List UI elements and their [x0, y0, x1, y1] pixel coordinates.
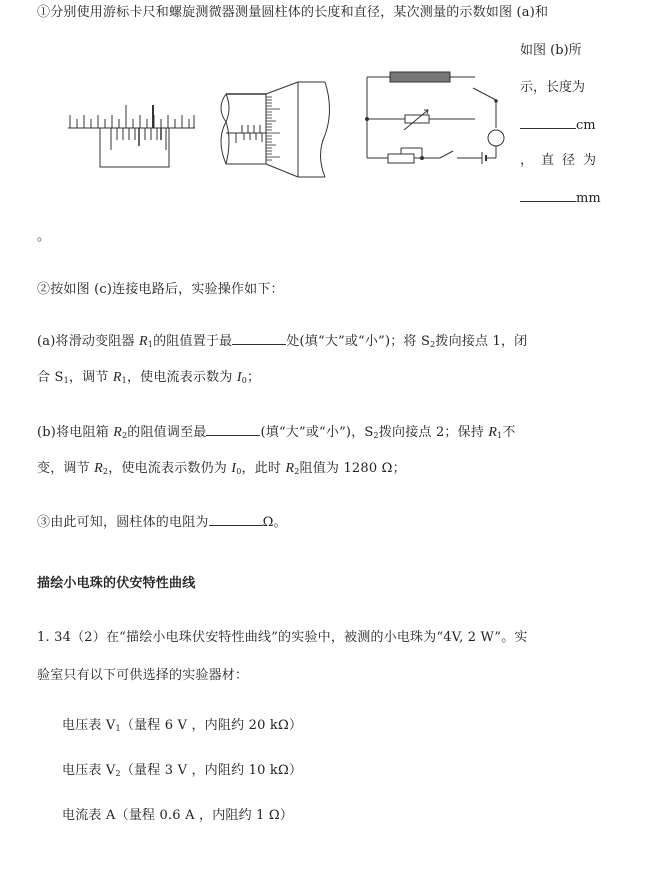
vernier-caliper-figure [68, 95, 198, 170]
question-1-side-text-3: ，直径为 [520, 153, 605, 168]
length-answer-blank[interactable] [520, 117, 576, 129]
question-1-side-text-1: 如图 (b)所 [520, 43, 582, 58]
equipment-item: 电流表 A（量程 0.6 A ，内阻约 1 Ω） [62, 808, 294, 823]
diameter-answer-blank[interactable] [520, 190, 576, 202]
resistance-answer-blank[interactable] [209, 514, 263, 526]
micrometer-figure [218, 80, 333, 180]
equipment-item: 电压表 $V_1$（量程 6 V ，内阻约 20 kΩ） [62, 718, 303, 733]
question-1-end: 。 [37, 229, 51, 244]
step-a-blank[interactable] [232, 333, 286, 345]
diameter-unit: mm [576, 191, 601, 206]
length-answer-row [520, 117, 596, 134]
step-a-line-1: (a)将滑动变阻器 $R_1$的阻值置于最 处(填“大”或“小”)；将 $S_2$拨向接点 1，闭 [37, 334, 528, 349]
length-unit: cm [576, 118, 596, 133]
step-b-line-1: (b)将电阻箱 $R_2$的阻值调至最 (填“大”或“小”)，$S_2$拨向接点 2；保持 $R_1$不 [37, 425, 516, 440]
problem-line-1: 1. 34（2）在“描绘小电珠伏安特性曲线”的实验中，被测的小电珠为“4V, 2 W”。实 [37, 630, 528, 645]
equipment-item: 电压表 $V_2$（量程 3 V ，内阻约 10 kΩ） [62, 763, 303, 778]
question-2-title: ②按如图 (c)连接电路后，实验操作如下： [37, 282, 284, 297]
step-a-line-2: 合 $S_1$，调节 $R_1$，使电流表示数为 $I_0$； [37, 370, 261, 385]
question-1-text: ①分别使用游标卡尺和螺旋测微器测量圆柱体的长度和直径，某次测量的示数如图 (a)和 [37, 5, 549, 20]
question-1-side-text-2: 示，长度为 [520, 80, 586, 95]
circuit-figure [360, 68, 510, 168]
step-b-line-2: 变，调节 $R_2$，使电流表示数仍为 $I_0$，此时 $R_2$阻值为 1280 Ω； [37, 461, 406, 476]
diameter-answer-row [520, 190, 601, 207]
problem-line-2: 验室只有以下可供选择的实验器材： [37, 668, 249, 683]
section-title: 描绘小电珠的伏安特性曲线 [37, 576, 196, 591]
question-3: ③由此可知，圆柱体的电阻为 Ω。 [37, 515, 287, 530]
step-b-blank[interactable] [206, 424, 260, 436]
